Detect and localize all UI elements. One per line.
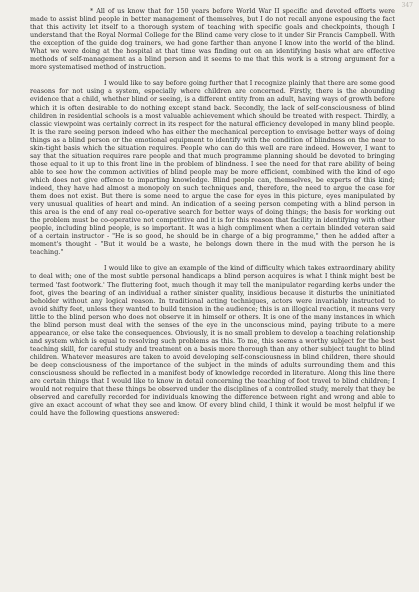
page-number-mark: 347 [401,2,413,9]
paragraph-1: * All of us know that for 150 years before World War II specific and devoted efforts were made to assist blind people in better management of themselves, but I do not recall anyone espousing the fact that this activity let itself to a thorough system of teaching with specific goals and checkpoints, though I understand that the Royal Normal College for the Blind came very close to it under Sir Francis Campbell. With the exception of the guide dog trainers, we had gone farther than anyone I know into the world of the blind. What we were doing at the hospital at that time was finding out on an identifying basis what are effective methods of self-management as a blind person and it seems to me that this work is a strong argument for a more systematised method of instruction. [30,8,395,72]
paragraph-3: I would like to give an example of the kind of difficulty which takes extraordinary ability to deal with; one of the most subtle personal handicaps a blind person acquires is what I think might best be termed 'fast footwork.' The fluttering foot, much though it may tell the manipulator regarding kerbs under the foot, gives the bearing of an individual a rather sinister quality, insidious because it disturbs the uninitiated beholder without any logical reason. In traditional acting techniques, actors were invariably instructed to avoid shifty feet, unless they wanted to build tension in the audience; this is an illogical reaction, it means very little to the blind person who does not observe it in himself or others. It is one of the many instances in which the blind person must deal with the senses of the eye in the unconscious mind, paying tribute to a mere appearance, or else take the consequences. Obviously, it is no small problem to develop a teaching relationship and system which is equal to resolving such problems as this. To me, this seems a worthy subject for the best teaching skill, for careful study and treatment on a basis more thorough than any other subject taught to blind children. Whatever measures are taken to avoid developing self-consciousness in blind children, there should be deep consciousness of the importance of the subject in the minds of adults surrounding them and this consciousness should be reflected in a manifest body of knowledge recorded in literature. Along this line there are certain things that I would like to know in detail concerning the teaching of foot travel to blind children; I would not require that these things be observed under the disciplines of a controlled study, merely that they be observed and carefully recorded for individuals knowing the difference between right and wrong and able to give an exact account of what they see and know. Of every blind child, I think it would be most helpful if we could have the following questions answered: [30,265,395,418]
paragraph-2: I would like to say before going further that I recognize plainly that there are some good reasons for not using a system, especially where children are concerned. Firstly, there is the abounding evidence that a child, whether blind or seeing, is a different entity from an adult, having ways of growth before which it is often desirable to do nothing except stand back. Secondly, the lack of self-consciousness of blind children in residential schools is a most valuable achievement which should be treated with respect. Thirdly, a classic viewpoint was certainly correct in its respect for the natural efficiency developed in many blind people. It is the rare seeing person indeed who has either the mechanical perception to envisage better ways of doing things as a blind person or the emotional equipment to identify with the condition of blindness on the near to skin-tight basis which the situation requires. People who can do this well are rare indeed. However, I want to say that the situation requires rare people and that much programme planning should be devoted to bringing those equal to it up to this front line in the problem of blindness. I see the need for that rare ability of being able to see how the common activities of blind people may be more efficient, combined with the kind of ego which does not give offence to imparting knowledge. Blind people can, themselves, be experts of this kind; indeed, they have had almost a monopoly on such techniques and, therefore, the need to argue the case for them does not exist. But there is some need to argue the case for eyes in this picture, eyes manipulated by very unusual qualities of heart and mind. An indication of a seeing person competing with a blind person in this area is the end of any real co-operative search for better ways of doing things; the basis for working out the problem must be co-operative not competitive and it is for this reason that facility in identifying with other people, including blind people, is so important. It was a high compliment when a certain blinded veteran said of a certain instructor - "He is so good, he should be in charge of a big programme," then he added after a moment's thought - "But it would be a waste, he belongs down there in the mud with the person he is teaching." [30,80,395,257]
